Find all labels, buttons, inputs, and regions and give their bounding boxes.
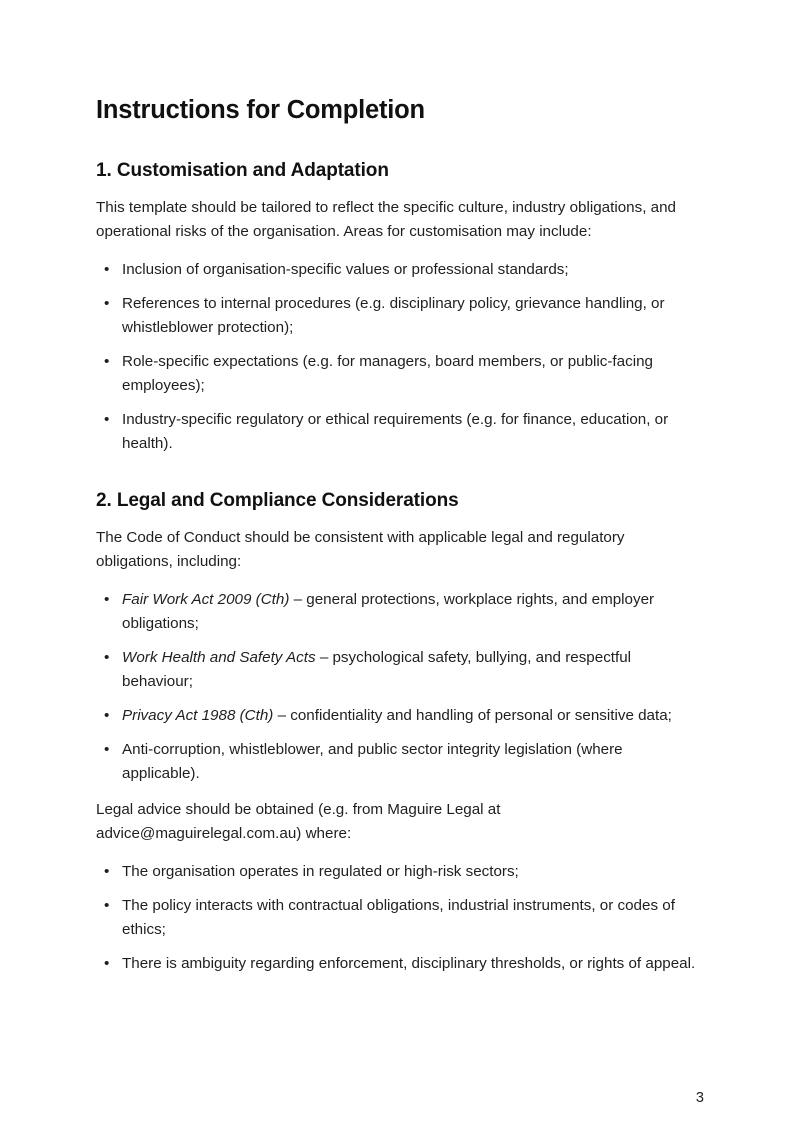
list-item: • References to internal procedures (e.g. disciplinary policy, grievance handling, or whistleblower protection); — [96, 292, 696, 340]
legislation-bullet-list — [96, 588, 696, 786]
legislation-act-name: Work Health and Safety Acts — [122, 649, 316, 666]
legislation-act-name: Fair Work Act 2009 (Cth) — [122, 591, 290, 608]
legislation-description: – general protections, workplace rights, and employer obligations; — [122, 591, 655, 632]
legislation-description: – confidentiality and handling of personal or sensitive data; — [273, 707, 672, 724]
document-body — [96, 94, 696, 976]
section-intro-legal-compliance: The Code of Conduct should be consistent with applicable legal and regulatory obligations, including: — [96, 529, 625, 570]
page-number: 3 — [695, 1090, 704, 1106]
page-title: Instructions for Completion — [96, 96, 425, 124]
list-item — [96, 646, 696, 694]
legal-advice-bullet-list — [96, 860, 696, 976]
legislation-description: – psychological safety, bullying, and respectful behaviour; — [122, 649, 632, 690]
list-item: • The policy interacts with contractual obligations, industrial instruments, or codes of ethics; — [96, 894, 696, 942]
section-heading-legal-compliance: 2. Legal and Compliance Considerations — [96, 490, 459, 511]
list-item: • The organisation operates in regulated or high-risk sectors; — [96, 860, 696, 884]
section-intro-customisation: This template should be tailored to reflect the specific culture, industry obligations, and operational risks of the organisation. Areas for customisation may include: — [96, 199, 676, 240]
list-item: • There is ambiguity regarding enforcement, disciplinary thresholds, or rights of appeal. — [96, 952, 696, 976]
customisation-bullet-list — [96, 258, 696, 456]
list-item: • Industry-specific regulatory or ethical requirements (e.g. for finance, education, or health). — [96, 408, 696, 456]
list-item: • Anti-corruption, whistleblower, and public sector integrity legislation (where applicable). — [96, 738, 696, 786]
list-item — [96, 588, 696, 636]
list-item: • Inclusion of organisation-specific values or professional standards; — [96, 258, 696, 282]
list-item — [96, 704, 696, 728]
list-item: • Role-specific expectations (e.g. for managers, board members, or public-facing employees); — [96, 350, 696, 398]
section-heading-customisation: 1. Customisation and Adaptation — [96, 160, 389, 181]
legal-advice-paragraph: Legal advice should be obtained (e.g. from Maguire Legal at advice@maguirelegal.com.au) where: — [96, 801, 501, 842]
legislation-act-name: Privacy Act 1988 (Cth) — [122, 707, 274, 724]
